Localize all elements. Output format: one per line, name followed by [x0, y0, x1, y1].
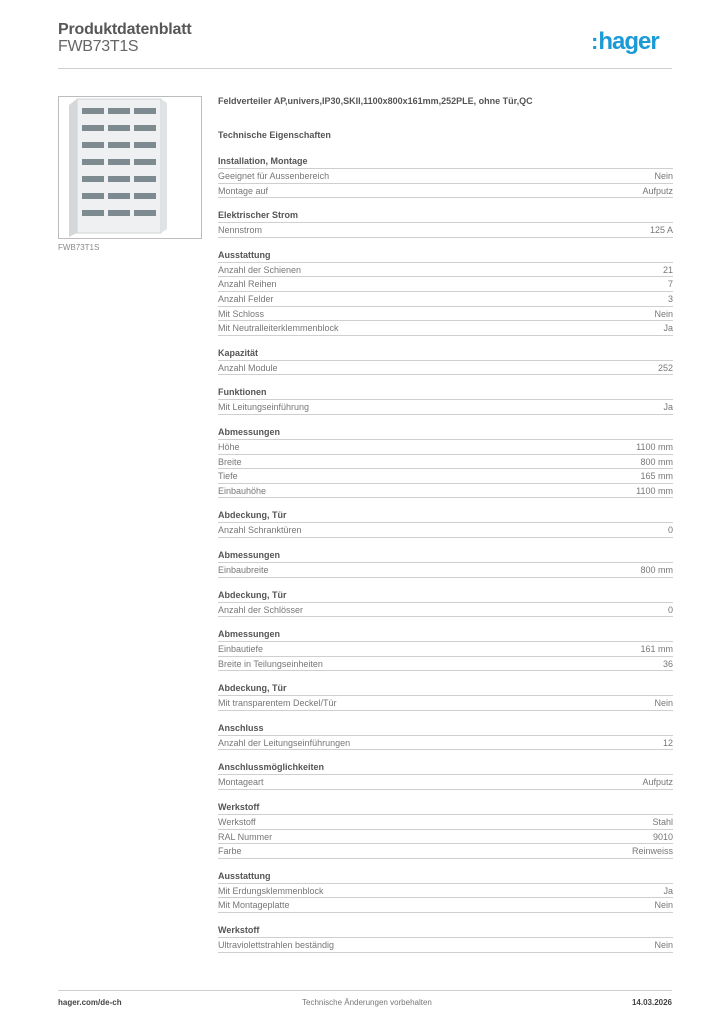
spec-label: Anzahl der Schlösser — [218, 604, 304, 615]
spec-value: 21 — [662, 264, 673, 275]
footer-divider — [58, 990, 672, 991]
spec-label: Geeignet für Aussenbereich — [218, 171, 330, 181]
spec-row — [218, 642, 673, 657]
spec-section — [218, 425, 673, 508]
spec-value: 36 — [662, 658, 673, 669]
product-image — [58, 96, 202, 239]
section-heading: Abdeckung, Tür — [218, 588, 673, 603]
section-heading: Anschlussmöglichkeiten — [218, 760, 673, 775]
section-heading: Abdeckung, Tür — [218, 681, 673, 696]
spec-value: Aufputz — [642, 777, 673, 788]
section-heading: Abdeckung, Tür — [218, 508, 673, 523]
spec-value: 12 — [662, 737, 673, 748]
footer-disclaimer: Technische Änderungen vorbehalten — [302, 998, 432, 1007]
technical-properties-heading: Technische Eigenschaften — [218, 130, 331, 140]
document-title: Produktdatenblatt — [58, 21, 192, 38]
spec-value: 1100 mm — [636, 485, 673, 496]
spec-section — [218, 208, 673, 248]
spec-value: 161 mm — [640, 644, 673, 655]
header-divider — [58, 68, 672, 69]
spec-value: Ja — [663, 402, 673, 413]
spec-section — [218, 346, 673, 386]
spec-value: 9010 — [652, 831, 673, 842]
footer-date: 14.03.2026 — [631, 998, 672, 1007]
spec-label: Anzahl Module — [218, 362, 278, 373]
spec-label: Mit Neutralleiterklemmenblock — [218, 323, 339, 334]
spec-value: Nein — [654, 900, 673, 911]
spec-row — [218, 321, 673, 336]
section-heading: Werkstoff — [218, 800, 673, 815]
section-heading: Kapazität — [218, 346, 673, 361]
spec-label: Breite — [218, 456, 242, 467]
spec-label: Einbauhöhe — [218, 485, 267, 496]
spec-label: Mit transparentem Deckel/Tür — [218, 698, 337, 709]
spec-section — [218, 548, 673, 588]
spec-row — [218, 938, 673, 953]
spec-row — [218, 307, 673, 322]
spec-label: Ultraviolettstrahlen beständig — [218, 940, 335, 951]
spec-label: Tiefe — [218, 471, 238, 482]
spec-value: 165 mm — [640, 471, 673, 482]
spec-row — [218, 696, 673, 711]
spec-value: 1100 mm — [636, 441, 673, 452]
spec-label: Mit Montageplatte — [218, 900, 290, 911]
section-heading: Installation, Montage — [218, 154, 673, 169]
spec-row — [218, 292, 673, 307]
spec-row — [218, 844, 673, 859]
spec-label: Werkstoff — [218, 817, 256, 828]
spec-row — [218, 484, 673, 499]
spec-value: 252 — [657, 362, 673, 373]
spec-value: Aufputz — [642, 185, 673, 196]
section-heading: Funktionen — [218, 385, 673, 400]
spec-value: 800 mm — [640, 564, 673, 575]
spec-row — [218, 361, 673, 376]
spec-value: 7 — [667, 279, 673, 290]
spec-row — [218, 563, 673, 578]
spec-value: 800 mm — [640, 456, 673, 467]
spec-label: Mit Schloss — [218, 308, 265, 319]
spec-section — [218, 681, 673, 721]
spec-value: Nein — [654, 940, 673, 951]
spec-value: 3 — [667, 293, 673, 304]
spec-label: Mit Erdungsklemmenblock — [218, 885, 324, 896]
spec-section — [218, 154, 673, 208]
spec-label: Farbe — [218, 846, 242, 857]
section-heading: Abmessungen — [218, 627, 673, 642]
spec-label: Einbautiefe — [218, 644, 264, 655]
spec-value: Nein — [654, 171, 673, 181]
spec-section — [218, 721, 673, 761]
spec-label: Anzahl Felder — [218, 293, 274, 304]
spec-row — [218, 263, 673, 278]
section-heading: Ausstattung — [218, 869, 673, 884]
spec-row — [218, 657, 673, 672]
spec-label: Anzahl der Schienen — [218, 264, 302, 275]
spec-row — [218, 184, 673, 199]
section-heading: Ausstattung — [218, 248, 673, 263]
spec-section — [218, 627, 673, 681]
spec-row — [218, 775, 673, 790]
section-heading: Anschluss — [218, 721, 673, 736]
spec-value: Reinweiss — [631, 846, 673, 857]
spec-value: 0 — [667, 604, 673, 615]
spec-row — [218, 884, 673, 899]
spec-row — [218, 736, 673, 751]
spec-section — [218, 588, 673, 628]
product-code: FWB73T1S — [58, 38, 139, 55]
spec-section — [218, 760, 673, 800]
spec-row — [218, 400, 673, 415]
spec-value: Ja — [663, 323, 673, 334]
spec-value: Nein — [654, 308, 673, 319]
spec-row — [218, 455, 673, 470]
spec-label: Mit Leitungseinführung — [218, 402, 310, 413]
spec-label: Nennstrom — [218, 225, 263, 236]
spec-row — [218, 440, 673, 455]
spec-section — [218, 248, 673, 346]
hager-logo: :hager — [591, 28, 659, 55]
spec-label: Montageart — [218, 777, 264, 788]
spec-table — [218, 154, 673, 963]
spec-section — [218, 508, 673, 548]
spec-section — [218, 923, 673, 963]
spec-value: Nein — [654, 698, 673, 709]
spec-row — [218, 830, 673, 845]
section-heading: Abmessungen — [218, 425, 673, 440]
spec-label: Einbaubreite — [218, 564, 269, 575]
spec-value: 125 A — [649, 225, 673, 236]
spec-row — [218, 603, 673, 618]
spec-section — [218, 869, 673, 923]
spec-row — [218, 523, 673, 538]
spec-row — [218, 223, 673, 238]
product-description: Feldverteiler AP,univers,IP30,SKII,1100x800x161mm,252PLE, ohne Tür,QC — [218, 96, 533, 106]
spec-label: Anzahl Reihen — [218, 279, 277, 290]
spec-label: Breite in Teilungseinheiten — [218, 658, 323, 669]
section-heading: Abmessungen — [218, 548, 673, 563]
spec-label: Anzahl der Leitungseinführungen — [218, 737, 351, 748]
spec-row — [218, 815, 673, 830]
spec-label: RAL Nummer — [218, 831, 273, 842]
spec-value: 0 — [667, 525, 673, 536]
image-caption: FWB73T1S — [58, 243, 100, 252]
spec-section — [218, 800, 673, 869]
spec-label: Höhe — [218, 441, 240, 452]
spec-value: Stahl — [652, 817, 673, 828]
section-heading: Elektrischer Strom — [218, 208, 673, 223]
spec-value: Ja — [663, 885, 673, 896]
spec-row — [218, 277, 673, 292]
section-heading: Werkstoff — [218, 923, 673, 938]
spec-row — [218, 469, 673, 484]
spec-label: Montage auf — [218, 185, 269, 196]
distribution-cabinet-image-icon — [59, 97, 201, 238]
spec-section — [218, 385, 673, 425]
spec-label: Anzahl Schranktüren — [218, 525, 302, 536]
spec-row — [218, 898, 673, 913]
spec-row — [218, 169, 673, 184]
footer-website-link[interactable]: hager.com/de-ch — [58, 998, 122, 1007]
